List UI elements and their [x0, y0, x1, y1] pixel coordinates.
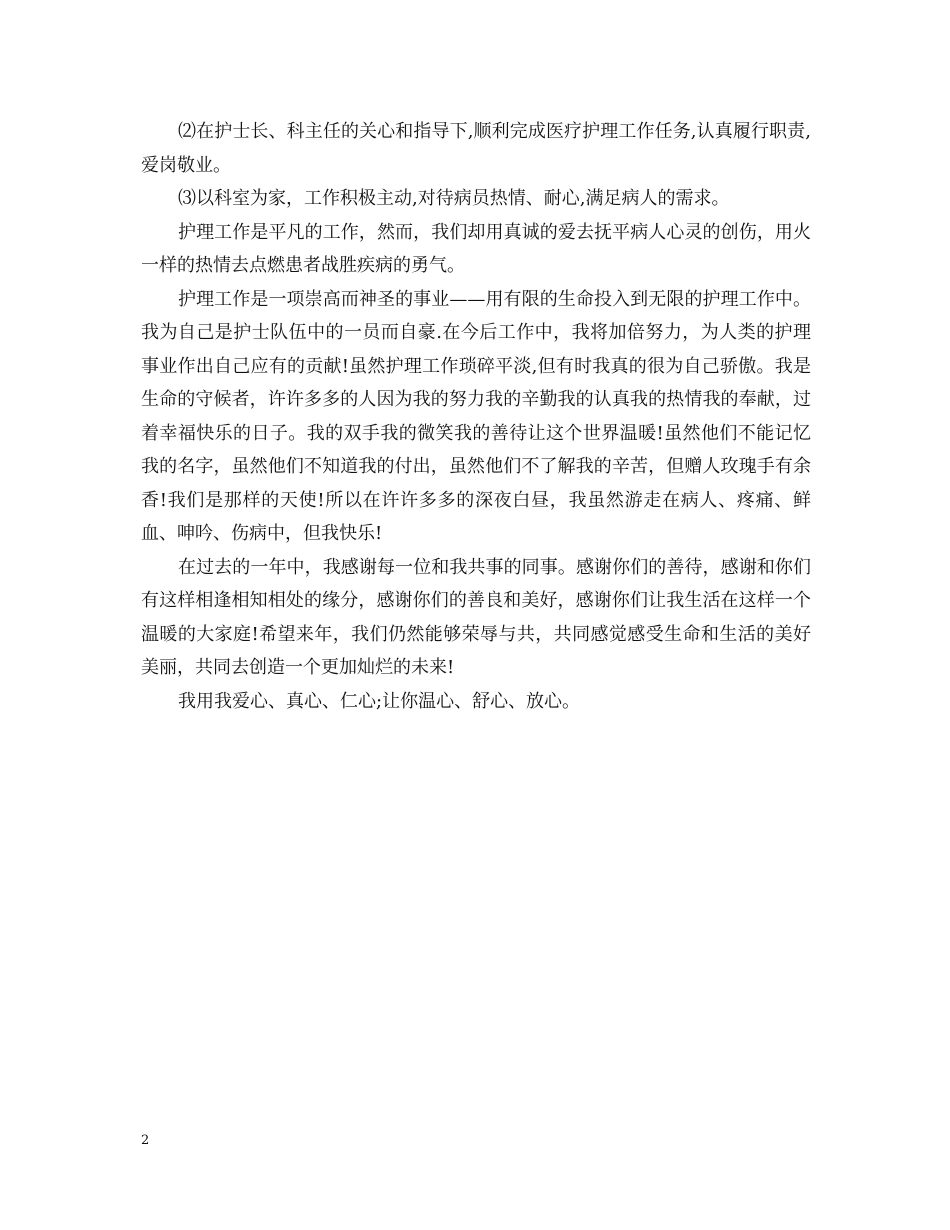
paragraph-duties: ⑵在护士长、科主任的关心和指导下,顺利完成医疗护理工作任务,认真履行职责,爱岗敬业。: [141, 121, 811, 176]
page-number: 2: [141, 1133, 150, 1148]
document-body: [141, 115, 811, 718]
paragraph-closing: 我用我爱心、真心、仁心;让你温心、舒心、放心。: [178, 690, 581, 712]
paragraph-department: ⑶以科室为家，工作积极主动,对待病员热情、耐心,满足病人的需求。: [178, 188, 730, 209]
paragraph-thanks-colleagues: 在过去的一年中，我感谢每一位和我共事的同事。感谢你们的善待，感谢和你们有这样相逢相知相处的缘分，感谢你们的善良和美好，感谢你们让我生活在这样一个温暖的大家庭!希望来年，我们仍然能够荣辱与共，共同感觉感受生命和生活的美好美丽，共同去创造一个更加灿烂的未来!: [141, 556, 811, 678]
paragraph-noble-career: 护理工作是一项崇高而神圣的事业——用有限的生命投入到无限的护理工作中。我为自己是护士队伍中的一员而自豪.在今后工作中，我将加倍努力，为人类的护理事业作出自己应有的贡献!虽然护理工作琐碎平淡,但有时我真的很为自己骄傲。我是生命的守候者，许许多多的人因为我的努力我的辛勤我的认真我的热情我的奉献，过着幸福快乐的日子。我的双手我的微笑我的善待让这个世界温暖!虽然他们不能记忆我的名字，虽然他们不知道我的付出，虽然他们不了解我的辛苦，但赠人玫瑰手有余香!我们是那样的天使!所以在许许多多的深夜白昼，我虽然游走在病人、疼痛、鲜血、呻吟、伤病中，但我快乐!: [141, 288, 811, 544]
paragraph-ordinary-work: 护理工作是平凡的工作，然而，我们却用真诚的爱去抚平病人心灵的创伤，用火一样的热情去点燃患者战胜疾病的勇气。: [141, 221, 811, 276]
